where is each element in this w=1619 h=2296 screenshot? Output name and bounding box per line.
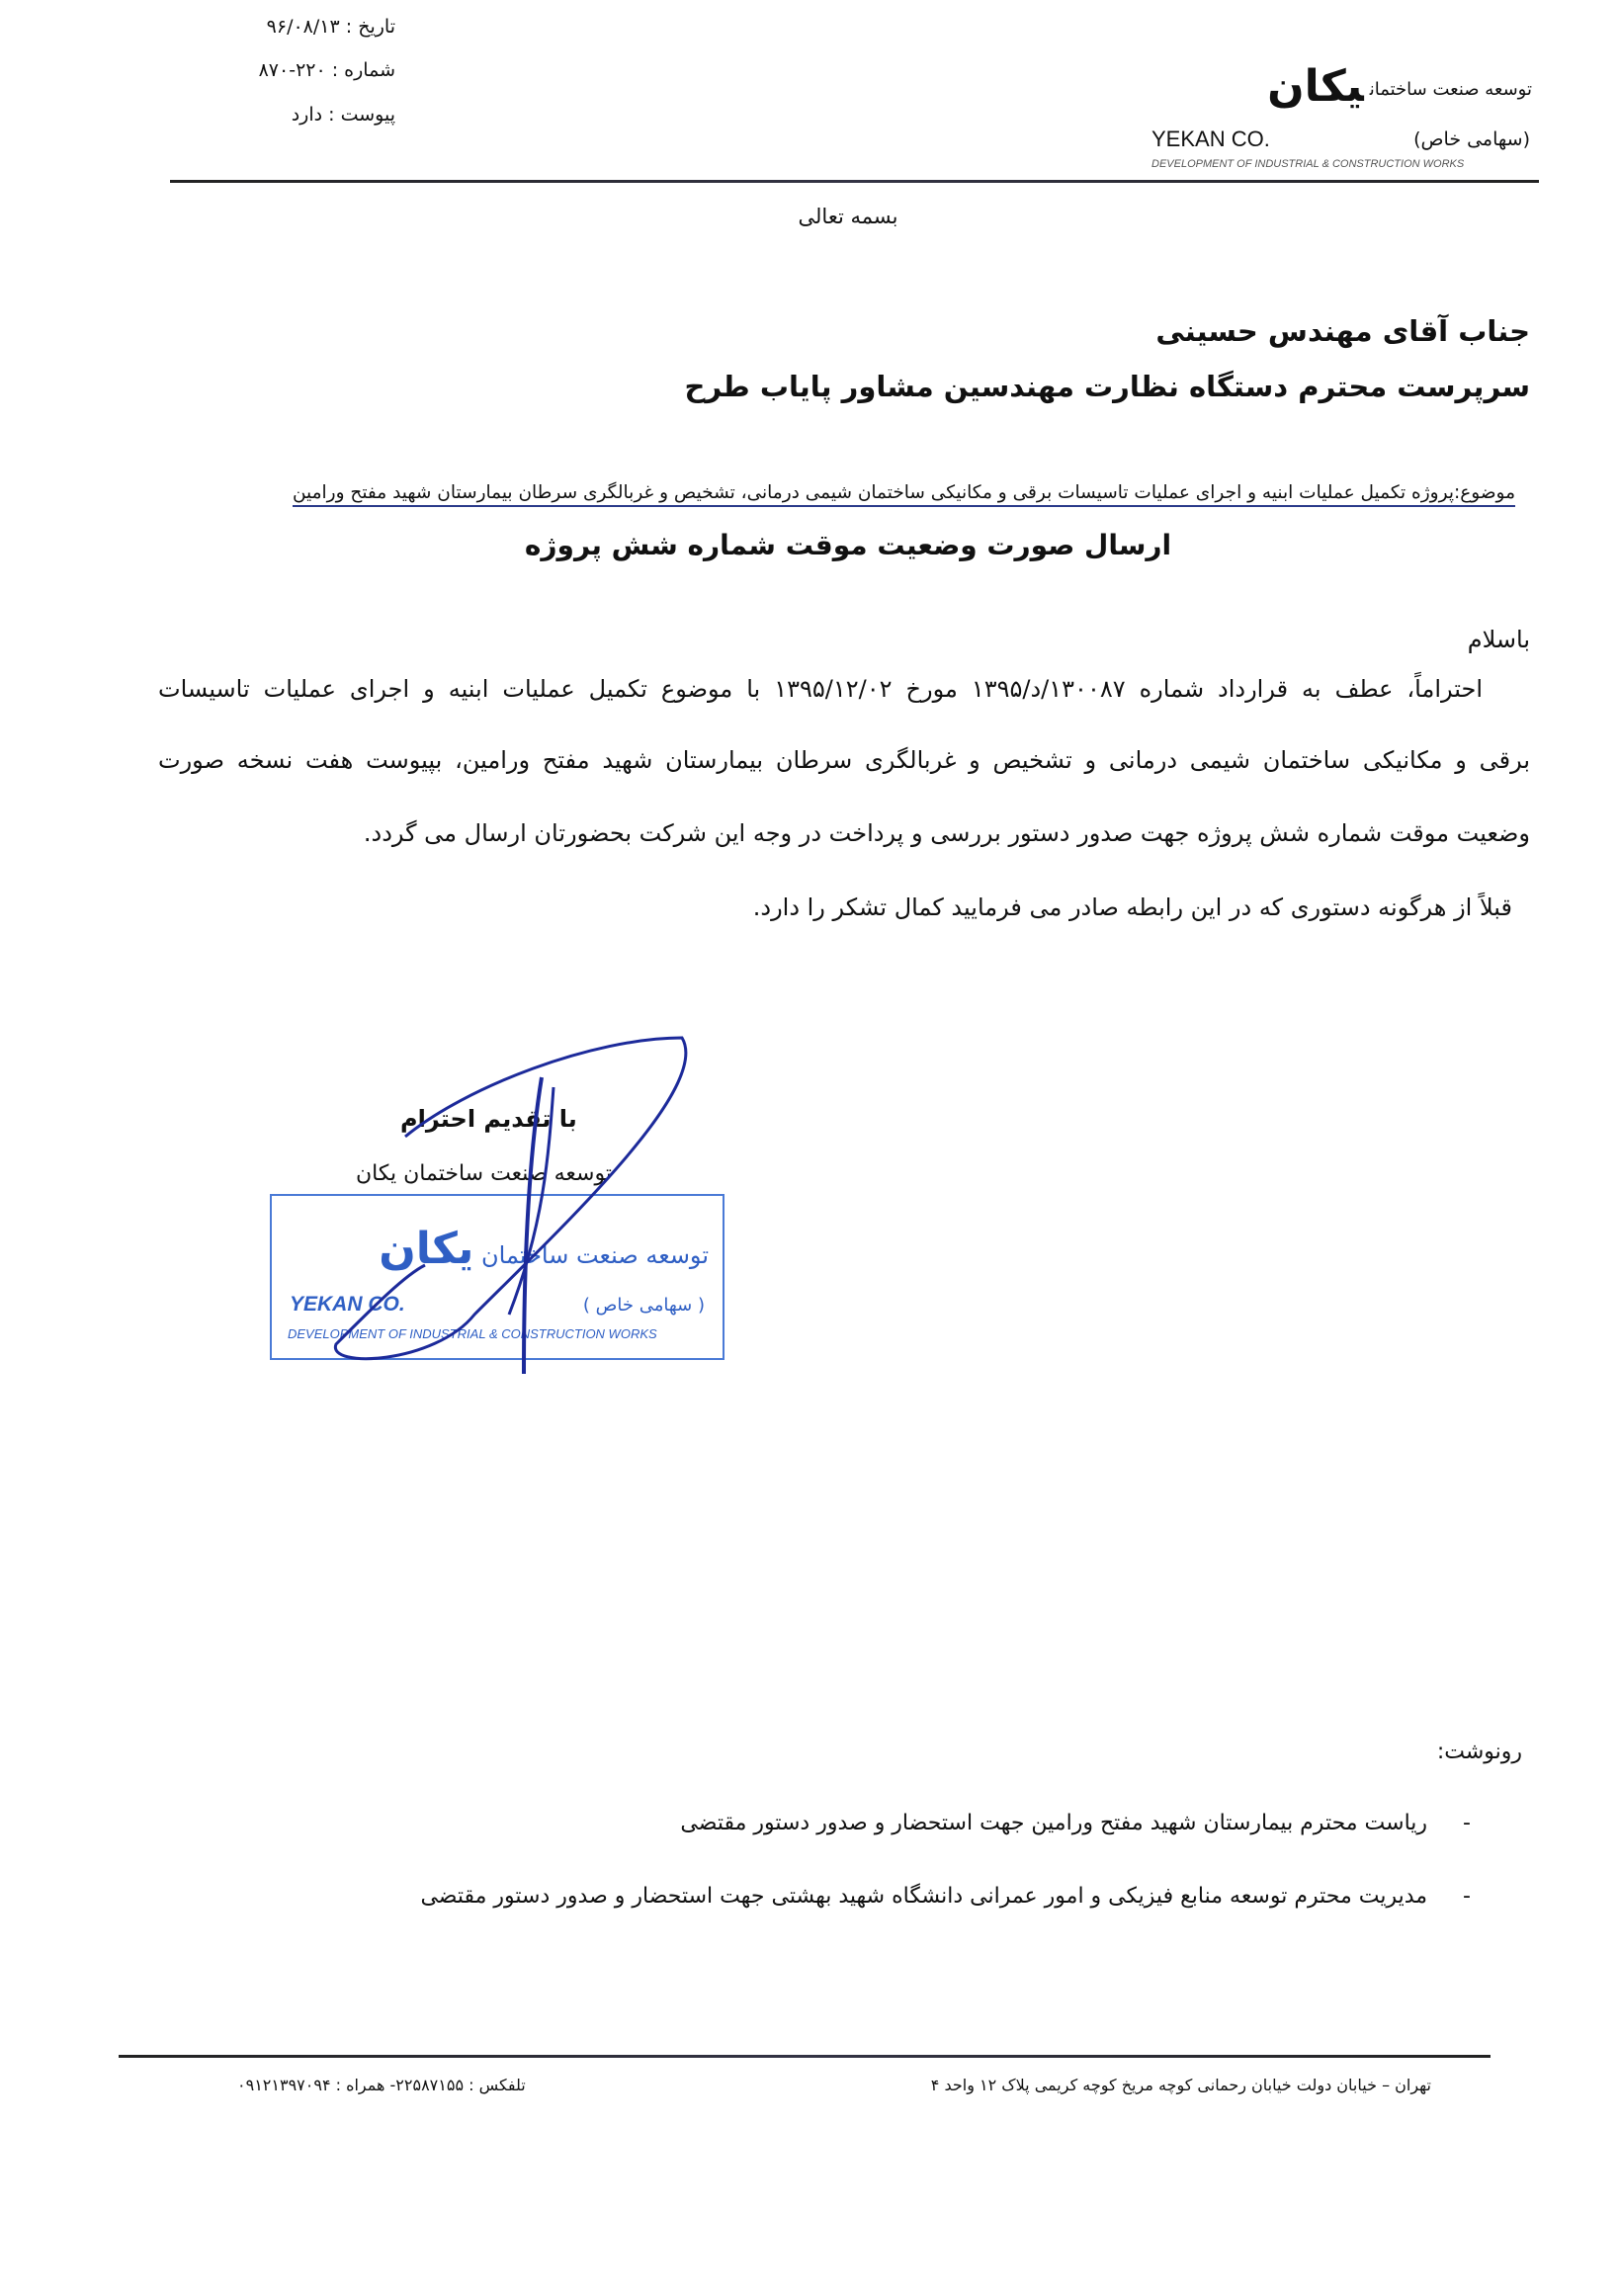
cc-item [420, 1884, 1471, 1909]
cc-text: ریاست محترم بیمارستان شهید مفتح ورامین جهت استحضار و صدور دستور مقتضی [680, 1811, 1428, 1835]
company-logo [1267, 61, 1532, 112]
opening: بسمه تعالی [798, 205, 898, 228]
cc-label: رونوشت: [1436, 1740, 1522, 1764]
footer-phone: تلفکس : ۲۲۵۸۷۱۵۵- همراه : ۰۹۱۲۱۳۹۷۰۹۴ [237, 2076, 526, 2094]
body-line-1: احتراماً، عطف به قرارداد شماره ۱۳۰۰۸۷/د/۱۳۹۵ مورخ ۱۳۹۵/۱۲/۰۲ با موضوع تکمیل عملیات ابنیه و اجرای عملیات تاسیسات [158, 675, 1484, 703]
subject-label: موضوع: [1453, 482, 1515, 503]
body-line-4: قبلاً از هرگونه دستوری که در این رابطه صادر می فرمایید کمال تشکر را دارد. [752, 893, 1512, 921]
stamp-en: YEKAN CO. [290, 1293, 405, 1316]
closing-company: توسعه صنعت ساختمان یکان [356, 1161, 612, 1186]
logo-prefix: توسعه صنعت ساختمان [1369, 79, 1532, 100]
attachment-label: پیوست : [328, 104, 395, 126]
recipient-name: جناب آقای مهندس حسینی [1155, 314, 1530, 348]
subject-text: پروژه تکمیل عملیات ابنیه و اجرای عملیات تاسیسات برقی و مکانیکی ساختمان شیمی درمانی، تشخیص و غربالگری سرطان بیمارستان شهید مفتح ورامین [292, 482, 1454, 503]
footer-divider [119, 2055, 1491, 2058]
company-type: (سهامی خاص) [1413, 128, 1530, 150]
stamp-tagline: DEVELOPMENT OF INDUSTRIAL & CONSTRUCTION WORKS [288, 1326, 657, 1341]
letter-heading: ارسال صورت وضعیت موقت شماره شش پروژه [524, 529, 1172, 561]
number-value: ۲۲۰-۸۷۰ [258, 59, 326, 81]
date-line [267, 16, 395, 38]
cc-dash: - [1463, 1884, 1471, 1909]
recipient-title: سرپرست محترم دستگاه نظارت مهندسین مشاور پایاب طرح [684, 370, 1530, 403]
cc-item [680, 1811, 1471, 1835]
stamp-company-fa: توسعه صنعت ساختمان [481, 1241, 709, 1269]
number-label: شماره : [331, 59, 395, 81]
footer-address: تهران – خیابان دولت خیابان رحمانی کوچه مریخ کوچه کریمی پلاک ۱۲ واحد ۴ [930, 2076, 1431, 2094]
number-line [259, 59, 395, 81]
cc-text: مدیریت محترم توسعه منابع فیزیکی و امور عمرانی دانشگاه شهید بهشتی جهت استحضار و صدور دستور مقتضی [420, 1884, 1428, 1909]
closing-regards: با تقدیم احترام [400, 1105, 577, 1133]
header-divider [170, 180, 1539, 183]
date-label: تاریخ : [345, 16, 395, 38]
attachment-value: دارد [291, 104, 323, 126]
body-line-3: وضعیت موقت شماره شش پروژه جهت صدور دستور بررسی و پرداخت در وجه این شرکت بحضورتان ارسال می گردد. [363, 819, 1530, 847]
cc-dash: - [1463, 1811, 1471, 1835]
logo-name: یکان [1267, 61, 1364, 112]
body-line-2: برقی و مکانیکی ساختمان شیمی درمانی و تشخیص و غربالگری سرطان بیمارستان شهید مفتح ورامین، بپیوست هفت نسخه صورت [158, 746, 1530, 774]
signature [316, 1028, 731, 1384]
greeting: باسلام [1467, 626, 1530, 653]
date-value: ۹۶/۰۸/۱۳ [266, 16, 340, 38]
subject-line [293, 482, 1515, 507]
tagline: DEVELOPMENT OF INDUSTRIAL & CONSTRUCTION WORKS [1151, 158, 1465, 170]
stamp-name: یکان [379, 1224, 474, 1274]
stamp-type: ( سهامی خاص ) [582, 1295, 705, 1316]
attachment-line [292, 104, 395, 126]
company-en: YEKAN CO. [1151, 127, 1270, 151]
